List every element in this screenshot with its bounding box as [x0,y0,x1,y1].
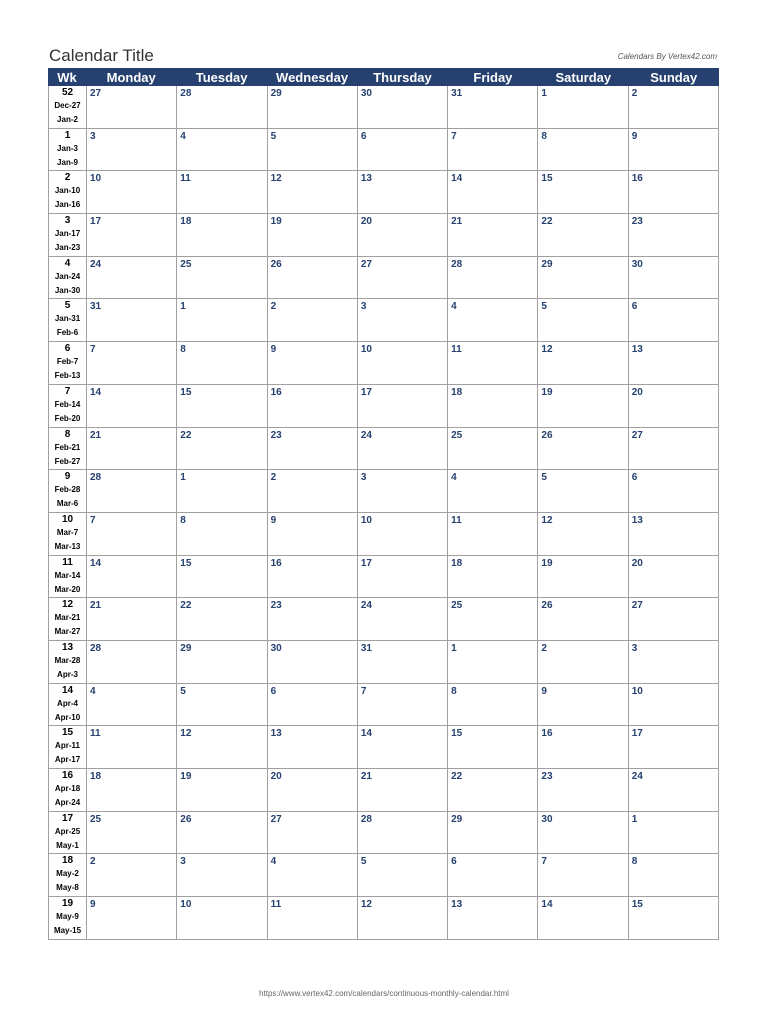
day-cell[interactable]: 5 [268,129,358,171]
day-cell[interactable]: 11 [87,726,177,768]
day-cell[interactable]: 17 [358,556,448,598]
day-cell[interactable]: 7 [87,342,177,384]
day-cell[interactable]: 3 [358,470,448,512]
day-cell[interactable]: 5 [538,299,628,341]
day-cell[interactable]: 20 [268,769,358,811]
day-cell[interactable]: 4 [448,299,538,341]
week-number: 1 [64,129,71,141]
day-cell[interactable]: 20 [358,214,448,256]
day-cell[interactable]: 6 [629,470,719,512]
day-cell[interactable]: 10 [177,897,267,939]
day-cell[interactable]: 23 [268,598,358,640]
day-cell[interactable]: 9 [87,897,177,939]
header-saturday: Saturday [555,69,612,85]
day-cell[interactable]: 19 [177,769,267,811]
week-number: 4 [64,257,71,269]
day-cell[interactable]: 30 [358,86,448,128]
day-cell[interactable]: 7 [538,854,628,896]
day-cell[interactable]: 18 [87,769,177,811]
header-wednesday: Wednesday [276,69,349,85]
week-start-date: Mar-21 [54,613,81,623]
week-start-date: Apr-4 [57,698,78,708]
week-start-date: Feb-21 [54,442,81,452]
day-cell[interactable]: 23 [268,428,358,470]
day-cell[interactable]: 2 [87,854,177,896]
week-start-date: Mar-28 [54,655,81,665]
day-cell[interactable]: 7 [87,513,177,555]
day-cell[interactable]: 26 [177,812,267,854]
day-cell[interactable]: 9 [268,513,358,555]
week-cell [49,897,87,939]
week-start-date: Jan-24 [54,271,81,281]
header-monday: Monday [106,69,156,85]
day-cell[interactable]: 22 [538,214,628,256]
day-cell[interactable]: 21 [87,428,177,470]
header-sunday: Sunday [650,69,698,85]
week-end-date: Feb-13 [54,371,81,381]
header-tuesday: Tuesday [195,69,248,85]
day-cell[interactable]: 17 [358,385,448,427]
week-number: 9 [64,471,71,483]
day-cell[interactable]: 1 [538,86,628,128]
day-cell[interactable]: 14 [87,556,177,598]
day-cell[interactable]: 10 [358,513,448,555]
week-end-date: Mar-6 [56,499,79,509]
day-cell[interactable]: 2 [629,86,719,128]
week-end-date: Jan-2 [57,115,78,124]
week-number: 15 [61,727,74,739]
day-cell[interactable]: 24 [358,428,448,470]
day-cell[interactable]: 24 [87,257,177,299]
day-cell[interactable]: 20 [629,385,719,427]
week-row [49,342,719,385]
week-cell [49,854,87,896]
day-cell[interactable]: 24 [629,769,719,811]
week-row [49,556,719,599]
day-cell[interactable]: 9 [629,129,719,171]
day-cell[interactable]: 12 [538,513,628,555]
week-start-date: Mar-14 [54,570,81,580]
week-number: 8 [64,428,71,440]
week-start-date: May-9 [56,912,79,922]
day-cell[interactable]: 17 [629,726,719,768]
week-end-date: Apr-3 [57,669,78,679]
day-cell[interactable]: 14 [87,385,177,427]
day-cell[interactable]: 22 [177,598,267,640]
week-number: 16 [61,770,74,781]
week-number: 52 [61,87,74,98]
week-cell [49,129,87,171]
week-cell [49,769,87,811]
day-cell[interactable]: 28 [177,86,267,128]
day-cell[interactable]: 14 [538,897,628,939]
week-row [49,513,719,556]
week-row [49,171,719,214]
day-cell[interactable]: 1 [177,470,267,512]
day-cell[interactable]: 29 [448,812,538,854]
week-cell [49,257,87,299]
day-cell[interactable]: 14 [358,726,448,768]
day-cell[interactable]: 3 [358,299,448,341]
day-cell[interactable]: 22 [448,769,538,811]
week-start-date: Jan-10 [54,186,81,196]
day-cell[interactable]: 10 [629,684,719,726]
week-cell [49,299,87,341]
week-row [49,641,719,684]
day-cell[interactable]: 16 [268,385,358,427]
day-cell[interactable]: 8 [177,342,267,384]
day-cell[interactable]: 29 [268,86,358,128]
day-cell[interactable]: 21 [448,214,538,256]
week-row [49,598,719,641]
week-cell [49,556,87,598]
day-cell[interactable]: 13 [268,726,358,768]
day-cell[interactable]: 8 [538,129,628,171]
day-cell[interactable]: 18 [448,385,538,427]
day-cell[interactable]: 5 [358,854,448,896]
week-end-date: Feb-27 [54,456,81,466]
day-cell[interactable]: 12 [358,897,448,939]
footer-url: https://www.vertex42.com/calendars/continuous-monthly-calendar.html [259,989,509,998]
day-cell[interactable]: 2 [268,299,358,341]
day-cell[interactable]: 13 [629,342,719,384]
week-end-date: Jan-9 [57,157,78,167]
day-cell[interactable]: 31 [358,641,448,683]
week-row [49,726,719,769]
day-cell[interactable]: 1 [177,299,267,341]
day-cell[interactable]: 28 [358,812,448,854]
day-cell[interactable]: 26 [268,257,358,299]
day-cell[interactable]: 22 [177,428,267,470]
day-cell[interactable]: 12 [538,342,628,384]
day-cell[interactable]: 11 [268,897,358,939]
week-start-date: Feb-14 [54,399,81,409]
day-cell[interactable]: 8 [448,684,538,726]
week-end-date: Mar-13 [54,541,81,551]
day-cell[interactable]: 11 [177,171,267,213]
day-cell[interactable]: 16 [538,726,628,768]
day-cell[interactable]: 27 [268,812,358,854]
week-end-date: Jan-16 [54,200,81,210]
day-cell[interactable]: 28 [87,641,177,683]
day-cell[interactable]: 11 [448,342,538,384]
header-wk: Wk [57,69,77,85]
day-cell[interactable]: 28 [448,257,538,299]
day-cell[interactable]: 10 [358,342,448,384]
week-cell [49,641,87,683]
week-cell [49,428,87,470]
week-row [49,129,719,172]
day-cell[interactable]: 6 [268,684,358,726]
day-cell[interactable]: 30 [629,257,719,299]
week-end-date: Apr-24 [54,798,81,807]
day-cell[interactable]: 13 [629,513,719,555]
day-cell[interactable]: 9 [268,342,358,384]
calendar-title: Calendar Title [49,46,154,65]
day-cell[interactable]: 29 [177,641,267,683]
day-cell[interactable]: 16 [268,556,358,598]
credit-text: Calendars By Vertex42.com [617,52,717,61]
week-cell [49,385,87,427]
week-end-date: Feb-20 [54,413,81,423]
week-row [49,428,719,471]
day-cell[interactable]: 27 [87,86,177,128]
day-cell[interactable]: 28 [87,470,177,512]
week-number: 6 [64,343,71,355]
day-cell[interactable]: 18 [177,214,267,256]
week-rows [48,86,719,940]
week-row [49,214,719,257]
day-cell[interactable]: 25 [177,257,267,299]
day-cell[interactable]: 27 [358,257,448,299]
week-cell [49,470,87,512]
day-cell[interactable]: 1 [448,641,538,683]
header-thursday: Thursday [373,69,432,85]
week-start-date: Feb-28 [54,485,81,495]
week-start-date: Jan-3 [57,143,78,153]
week-cell [49,812,87,854]
week-number: 7 [64,385,71,397]
day-cell[interactable]: 11 [448,513,538,555]
day-cell[interactable]: 30 [268,641,358,683]
day-cell[interactable]: 4 [268,854,358,896]
day-cell[interactable]: 24 [358,598,448,640]
day-cell[interactable]: 5 [177,684,267,726]
week-cell [49,513,87,555]
week-number: 10 [61,513,74,525]
week-start-date: Apr-18 [54,784,81,793]
day-cell[interactable]: 2 [538,641,628,683]
day-cell[interactable]: 15 [177,385,267,427]
day-cell[interactable]: 19 [538,385,628,427]
week-number: 2 [64,172,71,184]
day-cell[interactable]: 30 [538,812,628,854]
day-cell[interactable]: 15 [538,171,628,213]
day-cell[interactable]: 2 [268,470,358,512]
day-cell[interactable]: 1 [629,812,719,854]
week-row [49,86,719,129]
week-end-date: Mar-27 [54,627,81,637]
day-cell[interactable]: 4 [448,470,538,512]
week-number: 5 [64,300,71,312]
week-end-date: May-15 [53,926,82,936]
week-row [49,257,719,300]
day-cell[interactable]: 13 [358,171,448,213]
day-cell[interactable]: 15 [177,556,267,598]
day-cell[interactable]: 8 [177,513,267,555]
week-row [49,299,719,342]
header-friday: Friday [473,69,513,85]
day-cell[interactable]: 3 [629,641,719,683]
week-end-date: Apr-10 [54,712,81,722]
day-cell[interactable]: 15 [448,726,538,768]
day-cell[interactable]: 20 [629,556,719,598]
week-number: 14 [61,684,74,696]
day-cell[interactable]: 25 [448,598,538,640]
day-cell[interactable]: 27 [629,598,719,640]
day-cell[interactable]: 21 [87,598,177,640]
week-end-date: Jan-30 [54,285,81,295]
day-cell[interactable]: 14 [448,171,538,213]
day-cell[interactable]: 8 [629,854,719,896]
day-cell[interactable]: 21 [358,769,448,811]
day-cell[interactable]: 5 [538,470,628,512]
day-cell[interactable]: 3 [177,854,267,896]
week-number: 3 [64,215,71,227]
day-cell[interactable]: 25 [87,812,177,854]
week-cell [49,86,87,128]
week-cell [49,342,87,384]
day-cell[interactable]: 31 [87,299,177,341]
day-cell[interactable]: 13 [448,897,538,939]
day-cell[interactable]: 15 [629,897,719,939]
week-end-date: Jan-23 [54,243,81,253]
calendar-header [48,68,719,86]
week-start-date: Feb-7 [56,357,79,367]
calendar-grid [48,68,719,940]
day-cell[interactable]: 12 [268,171,358,213]
week-end-date: May-8 [56,883,79,893]
week-start-date: Mar-7 [56,527,79,537]
day-cell[interactable]: 12 [177,726,267,768]
day-cell[interactable]: 7 [358,684,448,726]
week-start-date: May-2 [56,869,79,879]
week-number: 17 [61,812,74,824]
day-cell[interactable]: 6 [448,854,538,896]
week-cell [49,214,87,256]
day-cell[interactable]: 26 [538,598,628,640]
day-cell[interactable]: 6 [629,299,719,341]
day-cell[interactable]: 18 [448,556,538,598]
week-cell [49,598,87,640]
week-cell [49,726,87,768]
week-row [49,897,719,940]
week-row [49,684,719,727]
day-cell[interactable]: 4 [177,129,267,171]
day-cell[interactable]: 9 [538,684,628,726]
week-number: 13 [61,641,74,653]
day-cell[interactable]: 10 [87,171,177,213]
week-end-date: May-1 [56,840,79,850]
day-cell[interactable]: 25 [448,428,538,470]
week-number: 19 [61,898,74,910]
day-cell[interactable]: 23 [629,214,719,256]
day-cell[interactable]: 6 [358,129,448,171]
day-cell[interactable]: 19 [268,214,358,256]
week-end-date: Feb-6 [56,328,79,338]
week-row [49,470,719,513]
day-cell[interactable]: 31 [448,86,538,128]
week-row [49,385,719,428]
week-row [49,854,719,897]
week-cell [49,171,87,213]
week-end-date: Apr-17 [54,755,81,765]
day-cell[interactable]: 27 [629,428,719,470]
week-number: 18 [61,855,74,867]
day-cell[interactable]: 3 [87,129,177,171]
day-cell[interactable]: 19 [538,556,628,598]
week-cell [49,684,87,726]
day-cell[interactable]: 29 [538,257,628,299]
week-start-date: Apr-25 [54,826,81,836]
day-cell[interactable]: 7 [448,129,538,171]
week-row [49,769,719,812]
week-start-date: Dec-27 [54,101,81,110]
day-cell[interactable]: 26 [538,428,628,470]
week-number: 11 [62,556,73,568]
week-start-date: Jan-31 [54,314,81,324]
day-cell[interactable]: 23 [538,769,628,811]
week-row [49,812,719,855]
day-cell[interactable]: 4 [87,684,177,726]
week-start-date: Apr-11 [55,741,80,751]
week-start-date: Jan-17 [54,229,81,239]
day-cell[interactable]: 17 [87,214,177,256]
week-number: 12 [61,599,74,611]
day-cell[interactable]: 16 [629,171,719,213]
week-end-date: Mar-20 [54,584,81,594]
